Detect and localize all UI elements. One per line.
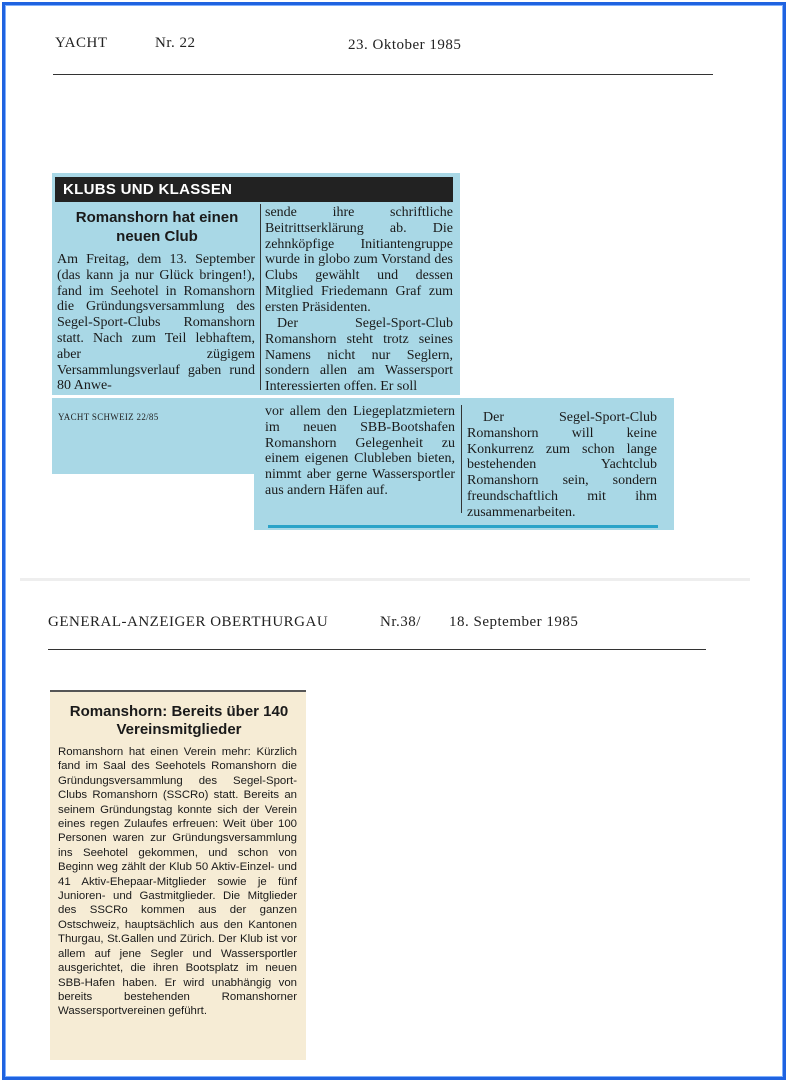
clipping1-col2b: Der Segel-Sport-Club Romanshorn steht trotz seines Namens nicht nur Seglern, sondern allen am Wassersport Interessierten offen. Er soll (265, 316, 453, 395)
header2-publication: GENERAL-ANZEIGER OBERTHURGAU (48, 614, 329, 630)
header1-rule (53, 74, 713, 75)
header1-issue: Nr. 22 (155, 35, 196, 51)
clipping1-col1: Am Freitag, dem 13. September (das kann ja nur Glück bringen!), fand im Seehotel in Romanshorn die Gründungsversammlung des Segel-Sport-Clubs Romanshorn statt. Nach zum Teil lebhaftem, aber zügigem Versammlungsverlauf gaben rund 80 Anwe- (57, 252, 255, 394)
clipping1-rubric: KLUBS UND KLASSEN (55, 177, 453, 202)
clipping1-cut (52, 474, 254, 534)
clipping1-col3: vor allem den Liegeplatzmietern im neuen SBB-Bootshafen Romanshorn Gelegenheit zu einem eigenen Clubleben bieten, nimmt aber gerne Wassersportler aus andern Häfen auf. (265, 404, 455, 498)
header2-date: 18. September 1985 (449, 614, 579, 630)
clipping1-col4: Der Segel-Sport-Club Romanshorn will keine Konkurrenz zum schon lange bestehenden Yachtclub Romanshorn sein, sondern freundschaftlich mit ihm zusammenarbeiten. (467, 410, 657, 520)
clipping1-col-divider2 (461, 405, 462, 513)
clipping2-headline: Romanshorn: Bereits über 140 Vereinsmitglieder (69, 703, 289, 738)
header2-issue: Nr.38/ (380, 614, 421, 630)
page-fold (20, 578, 750, 581)
clipping1-col2a: sende ihre schriftliche Beitrittserklärung ab. Die zehnköpfige Initiantengruppe wurde in globo zum Vorstand des Clubs gewählt und dessen Mitglied Friedemann Graf zum ersten Präsidenten. (265, 205, 453, 315)
header2-rule (48, 649, 706, 650)
header1-date: 23. Oktober 1985 (348, 37, 462, 53)
clipping1-headline: Romanshorn hat einen neuen Club (75, 209, 239, 245)
clipping1-end-line (268, 525, 658, 528)
clipping1-col-divider1 (260, 204, 261, 390)
clipping2-body: Romanshorn hat einen Verein mehr: Kürzlich fand im Saal des Seehotels Romanshorn die Gründungsversammlung des Segel-Sport-Clubs Romanshorn (SSCRo) statt. Bereits an seinem Gründungstag konnte sich der Verein eines regen Zulaufes erfreuen: Weit über 100 Personen waren zur Gründungsversammlung ins Seehotel gekommen, und schon von Beginn weg zählt der Klub 50 Aktiv-Einzel- und 41 Aktiv-Ehepaar-Mitglieder sowie je fünf Junioren- und Gastmitglieder. Die Mitglieder des SSCRo kommen aus der ganzen Ostschweiz, hauptsächlich aus den Kantonen Thurgau, St.Gallen und Zürich. Der Klub ist vor allem auf jene Segler und Wassersportler ausgerichtet, die ihren Bootsplatz im neuen SBB-Hafen haben. Er wird unabhängig von bereits bestehenden Romanshorner Wassersportvereinen geführt. (58, 746, 297, 1018)
header1-publication: YACHT (55, 35, 108, 51)
clipping1-source: YACHT SCHWEIZ 22/85 (58, 412, 159, 422)
